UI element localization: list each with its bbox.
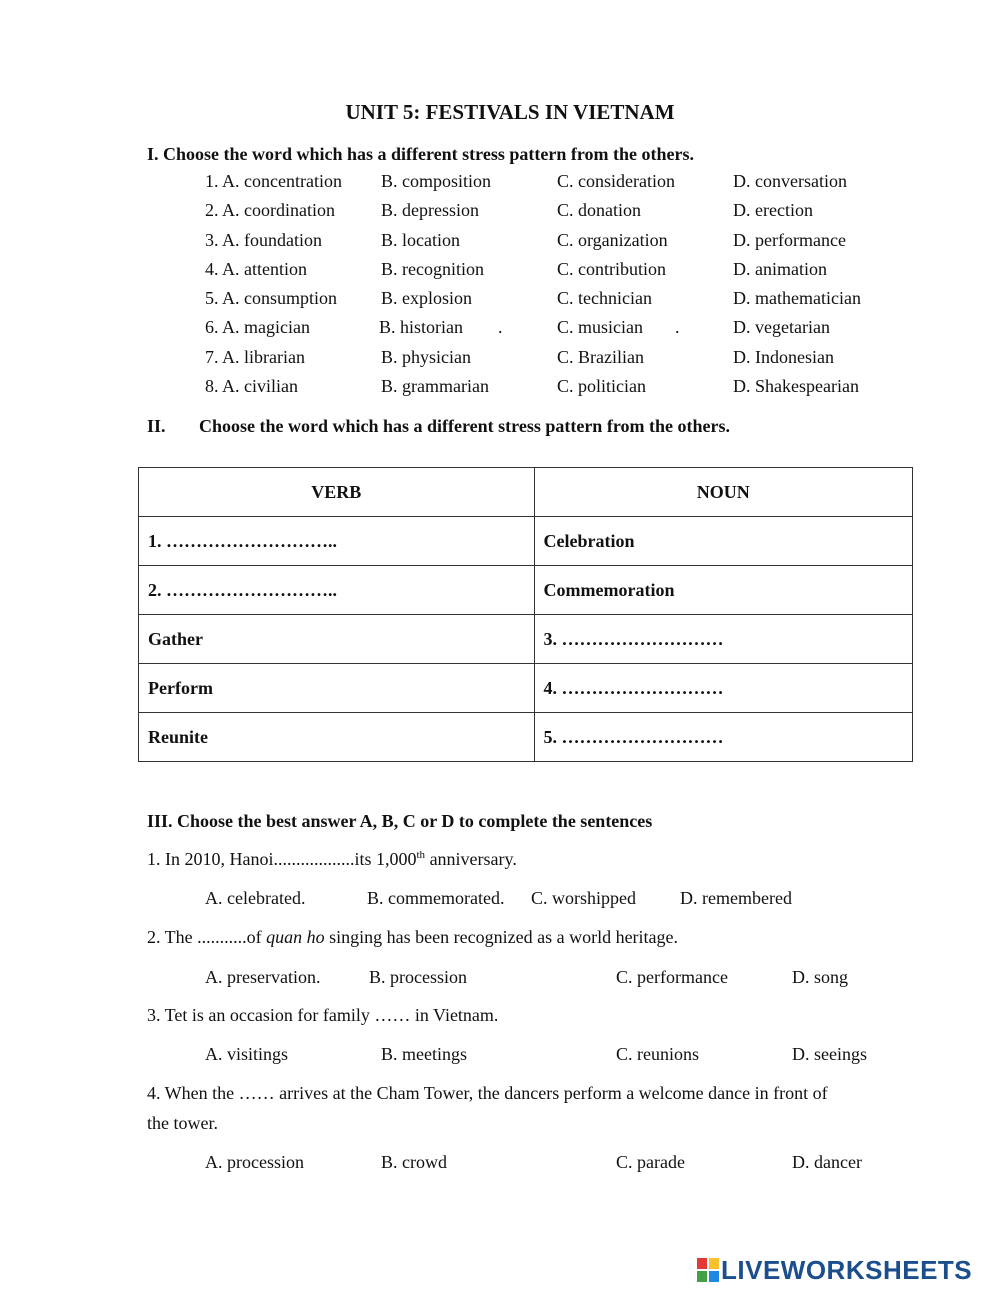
question-1	[147, 849, 517, 870]
option-a[interactable]: A. preservation.	[205, 967, 321, 987]
option-c[interactable]: C. performance	[616, 967, 728, 987]
table-row	[139, 517, 913, 566]
question-2-emphasis: quan ho	[266, 927, 325, 947]
question-option-d: D. erection	[733, 200, 813, 221]
option-c[interactable]: C. reunions	[616, 1044, 699, 1064]
noun-cell[interactable]: 3. ………………………	[534, 615, 912, 664]
question-4-line-1: 4. When the …… arrives at the Cham Tower, the dancers perform a welcome dance in front of	[147, 1083, 828, 1103]
option-c[interactable]: C. parade	[616, 1152, 685, 1172]
question-option-b: B. grammarian	[381, 376, 489, 397]
stray-dot: .	[498, 317, 503, 338]
option-b[interactable]: B. meetings	[381, 1044, 467, 1064]
question-4-line-2: the tower.	[147, 1113, 218, 1133]
question-option-d: D. Indonesian	[733, 346, 834, 367]
question-option-c: C. contribution	[557, 258, 666, 279]
table-row	[139, 713, 913, 762]
verb-cell: Perform	[139, 664, 535, 713]
question-option-a: 2. A. coordination	[205, 200, 335, 221]
question-2-text: 2. The ...........of	[147, 927, 267, 947]
question-2-options	[205, 967, 905, 991]
noun-cell[interactable]: 5. ………………………	[534, 713, 912, 762]
question-option-a: 8. A. civilian	[205, 376, 298, 397]
table-row	[139, 566, 913, 615]
question-option-b: B. location	[381, 229, 460, 250]
option-b[interactable]: B. procession	[369, 967, 467, 987]
section1-heading: I. Choose the word which has a different stress pattern from the others.	[147, 144, 694, 164]
question-option-a: 6. A. magician	[205, 317, 310, 338]
liveworksheets-logo[interactable]	[697, 1255, 972, 1285]
section2-heading-text: Choose the word which has a different stress pattern from the others.	[199, 416, 730, 436]
logo-block	[709, 1271, 719, 1282]
question-option-c: C. technician	[557, 288, 652, 309]
option-b[interactable]: B. commemorated.	[367, 888, 505, 908]
option-d[interactable]: D. remembered	[680, 888, 792, 908]
question-option-b: B. composition	[381, 171, 492, 191]
question-3-options	[205, 1044, 905, 1068]
question-1-text: 1. In 2010, Hanoi..................its 1,000	[147, 849, 417, 869]
option-d[interactable]: D. song	[792, 967, 849, 987]
question-1-options	[205, 888, 905, 912]
verb-cell[interactable]: 1. ………………………..	[139, 517, 535, 566]
question-option-d: D. animation	[733, 258, 827, 279]
question-option-a: 4. A. attention	[205, 258, 307, 279]
question-option-d: D. mathematician	[733, 288, 861, 309]
section2-heading	[147, 416, 730, 437]
verb-cell: Reunite	[139, 713, 535, 762]
question-option-a: 5. A. consumption	[205, 288, 338, 309]
question-option-d: D. performance	[733, 229, 846, 250]
question-option-a: 7. A. librarian	[205, 346, 305, 367]
question-option-c: C. consideration	[557, 171, 675, 191]
logo-text: LIVEWORKSHEETS	[721, 1254, 973, 1285]
logo-block	[697, 1258, 707, 1269]
noun-cell: Celebration	[534, 517, 912, 566]
option-d[interactable]: D. seeings	[792, 1044, 867, 1064]
question-option-c: C. musician	[557, 317, 643, 338]
noun-cell[interactable]: 4. ………………………	[534, 664, 912, 713]
noun-column-header: NOUN	[534, 468, 912, 517]
question-option-d: D. Shakespearian	[733, 376, 859, 397]
question-option-b: B. historian	[379, 317, 463, 338]
question-option-d: D. vegetarian	[733, 317, 830, 338]
table-row	[139, 615, 913, 664]
question-option-d: D. conversation	[733, 171, 847, 191]
ordinal-suffix: th	[416, 849, 426, 861]
option-c[interactable]: C. worshipped	[531, 888, 636, 908]
noun-cell: Commemoration	[534, 566, 912, 615]
question-2-text-end: singing has been recognized as a world heritage.	[324, 927, 679, 947]
word-form-table	[138, 467, 913, 762]
question-3: 3. Tet is an occasion for family …… in Vietnam.	[147, 1005, 499, 1025]
question-4-options	[205, 1152, 905, 1176]
verb-column-header: VERB	[139, 468, 535, 517]
verb-cell[interactable]: 2. ………………………..	[139, 566, 535, 615]
stray-dot: .	[675, 317, 680, 338]
logo-blocks-icon	[697, 1258, 719, 1282]
section2-heading-number: II.	[147, 416, 166, 436]
question-option-c: C. politician	[557, 376, 646, 397]
question-2	[147, 927, 678, 948]
question-option-c: C. Brazilian	[557, 346, 644, 367]
table-row	[139, 664, 913, 713]
option-a[interactable]: A. procession	[205, 1152, 304, 1172]
option-a[interactable]: A. visitings	[205, 1044, 289, 1064]
question-option-b: B. recognition	[381, 258, 484, 279]
question-option-c: C. donation	[557, 200, 641, 221]
question-option-b: B. physician	[381, 346, 471, 367]
table-header-row	[139, 468, 913, 517]
section3-heading: III. Choose the best answer A, B, C or D to complete the sentences	[147, 811, 653, 831]
logo-block	[709, 1258, 719, 1269]
question-1-text-end: anniversary.	[425, 849, 517, 869]
question-option-c: C. organization	[557, 229, 668, 250]
option-d[interactable]: D. dancer	[792, 1152, 862, 1172]
page-title: UNIT 5: FESTIVALS IN VIETNAM	[345, 100, 675, 124]
option-b[interactable]: B. crowd	[381, 1152, 447, 1172]
logo-block	[697, 1271, 707, 1282]
question-option-a: 3. A. foundation	[205, 229, 322, 250]
question-option-a: 1. A. concentration	[205, 171, 342, 191]
verb-cell: Gather	[139, 615, 535, 664]
question-option-b: B. depression	[381, 200, 479, 221]
option-a[interactable]: A. celebrated.	[205, 888, 306, 908]
question-option-b: B. explosion	[381, 288, 473, 309]
